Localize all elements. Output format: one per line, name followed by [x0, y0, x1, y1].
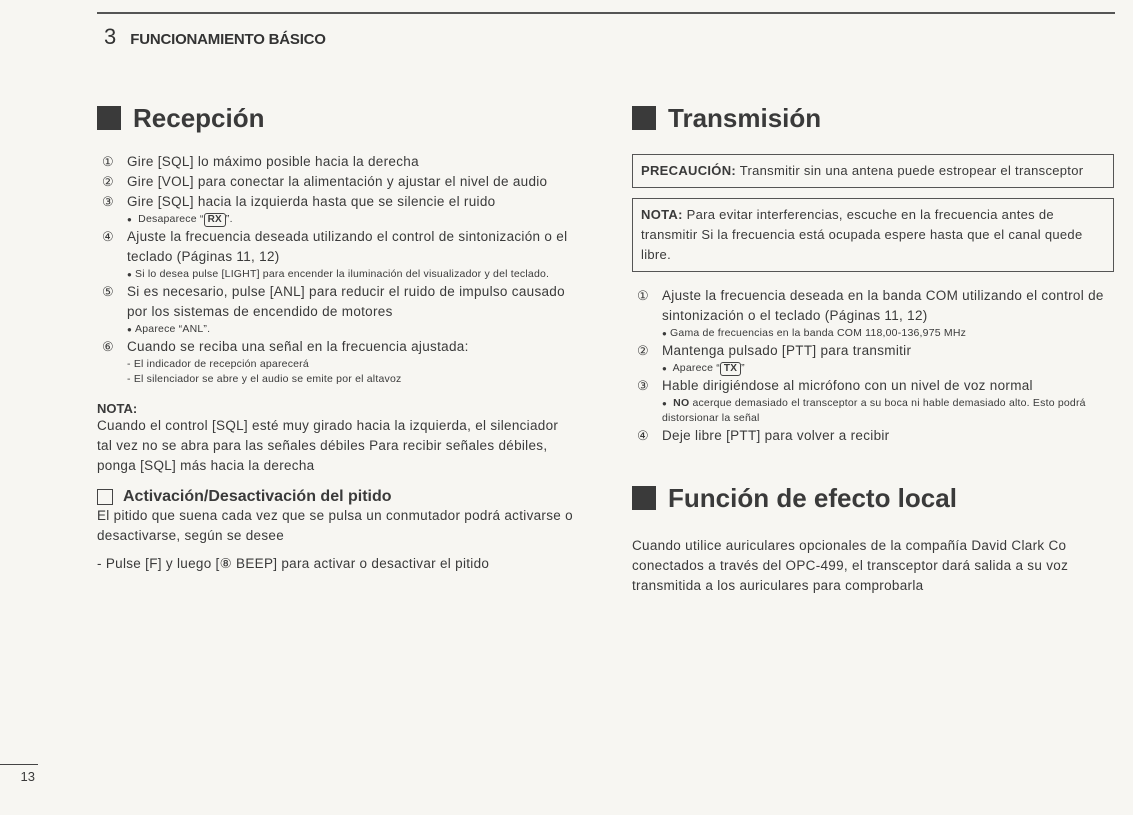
step-number: ③ — [637, 378, 649, 393]
step-text: Deje libre [PTT] para volver a recibir — [662, 428, 890, 443]
step — [97, 282, 573, 322]
subsection-box-icon — [97, 489, 113, 505]
section-square-icon — [97, 106, 121, 130]
chapter-header — [104, 24, 326, 50]
beep-instruction: - Pulse [F] y luego [⑧ BEEP] para activar o desactivar el pitido — [97, 556, 490, 571]
step-note: ● NO acerque demasiado el transceptor a su boca ni hable demasiado alto. Esto podrá distorsionar la señal — [662, 396, 1114, 426]
section-title: Función de efecto local — [668, 482, 957, 513]
step-text: Cuando se reciba una señal en la frecuencia ajustada: — [127, 339, 469, 354]
step-text: Gire [SQL] lo máximo posible hacia la derecha — [127, 154, 419, 169]
note-box: NOTA: Para evitar interferencias, escuche en la frecuencia antes de transmitir Si la frecuencia está ocupada espere hasta que el canal quede libre. — [632, 198, 1114, 272]
step-text: Mantenga pulsado [PTT] para transmitir — [662, 343, 912, 358]
step — [97, 192, 573, 212]
section-reception-heading — [97, 100, 573, 136]
step — [97, 337, 573, 357]
step-text: Gire [VOL] para conectar la alimentación y ajustar el nivel de audio — [127, 174, 548, 189]
step-note: - El indicador de recepción aparecerá — [127, 358, 309, 370]
step-text: Si es necesario, pulse [ANL] para reducir el ruido de impulso causado por los sistemas de encendido de motores — [127, 284, 565, 319]
step — [632, 426, 1114, 446]
step — [632, 341, 1114, 361]
step-number: ① — [637, 288, 649, 303]
step-number: ② — [637, 343, 649, 358]
step-note: ● Si lo desea pulse [LIGHT] para encender la iluminación del visualizador y del teclado. — [127, 267, 573, 282]
step — [632, 286, 1114, 326]
note-text: Cuando el control [SQL] esté muy girado hacia la izquierda, el silenciador tal vez no se abra para las señales débiles Para recibir señales débiles, ponga [SQL] más hacia la derecha — [97, 418, 559, 473]
step-number: ③ — [102, 194, 114, 209]
beep-title: Activación/Desactivación del pitido — [123, 488, 392, 505]
beep-text: El pitido que suena cada vez que se pulsa un conmutador podrá activarse o desactivarse, según se desee — [97, 508, 573, 543]
step-note: ● Aparece “ TX ” — [662, 361, 1114, 376]
right-column — [632, 100, 1114, 596]
step-text: Ajuste la frecuencia deseada en la banda COM utilizando el control de sintonización o el teclado (Páginas 11, 12) — [662, 288, 1104, 323]
step-note: - El silenciador se abre y el audio se emite por el altavoz — [127, 373, 402, 385]
section-square-icon — [632, 106, 656, 130]
chapter-number: 3 — [104, 24, 117, 49]
step-text: Ajuste la frecuencia deseada utilizando el control de sintonización o el teclado (Páginas 11, 12) — [127, 229, 568, 264]
section-title: Transmisión — [668, 102, 822, 133]
section-square-icon — [632, 486, 656, 510]
step-number: ⑤ — [102, 284, 114, 299]
step — [632, 376, 1114, 396]
step-number: ④ — [102, 229, 114, 244]
transmission-steps — [632, 286, 1114, 446]
chapter-title: FUNCIONAMIENTO BÁSICO — [130, 31, 326, 48]
note-heading: NOTA: — [97, 401, 138, 416]
section-title: Recepción — [133, 102, 265, 133]
step-text: Hable dirigiéndose al micrófono con un nivel de voz normal — [662, 378, 1033, 393]
step-number: ⑥ — [102, 339, 114, 354]
step-note: ● Aparece “ANL”. — [127, 322, 573, 337]
step — [97, 172, 573, 192]
rx-indicator: RX — [204, 213, 226, 227]
step-number: ① — [102, 154, 114, 169]
tx-indicator: TX — [720, 362, 741, 376]
step-note: ● Desaparece “ RX ”. — [127, 212, 573, 227]
reception-steps — [97, 152, 573, 387]
step-note: ● Gama de frecuencias en la banda COM 118,00-136,975 MHz — [662, 326, 1114, 341]
beep-heading — [97, 488, 573, 506]
step-text: Gire [SQL] hacia la izquierda hasta que se silencie el ruido — [127, 194, 496, 209]
header-rule — [97, 12, 1115, 14]
page-number: 13 — [0, 764, 38, 784]
sidetone-text: Cuando utilice auriculares opcionales de la compañía David Clark Co conectados a través del OPC-499, el transceptor dará salida a su voz transmitida a los auriculares para comprobarla — [632, 538, 1069, 593]
section-transmission-heading — [632, 100, 1114, 136]
step-number: ④ — [637, 428, 649, 443]
section-sidetone-heading — [632, 480, 1114, 516]
step-number: ② — [102, 174, 114, 189]
step — [97, 152, 573, 172]
caution-box: PRECAUCIÓN: Transmitir sin una antena puede estropear el transceptor — [632, 154, 1114, 188]
step — [97, 227, 573, 267]
left-column — [97, 100, 573, 574]
